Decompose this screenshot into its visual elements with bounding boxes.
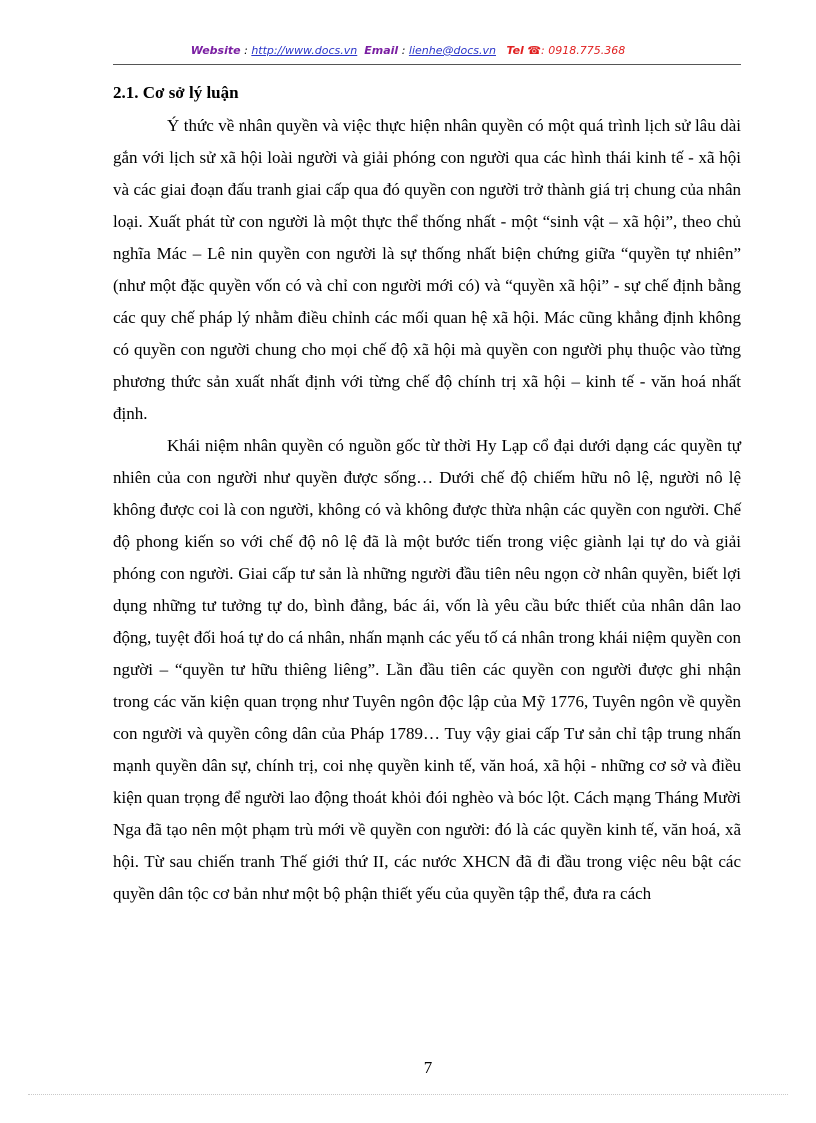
- body-text: [113, 110, 741, 910]
- email-link[interactable]: lienhe@docs.vn: [408, 44, 496, 57]
- paragraph-1: Ý thức về nhân quyền và việc thực hiện nhân quyền có một quá trình lịch sử lâu dài gắn với lịch sử xã hội loài người và giải phóng con người qua các hình thái kinh tế - xã hội và các giai đoạn đấu tranh giai cấp qua đó quyền con người trở thành giá trị chung của nhân loại. Xuất phát từ con người là một thực thể thống nhất - một “sinh vật – xã hội”, theo chủ nghĩa Mác – Lê nin quyền con người là sự thống nhất biện chứng giữa “quyền tự nhiên” (như một đặc quyền vốn có và chỉ con người mới có) và “quyền xã hội” - sự chế định bằng các quy chế pháp lý nhằm điều chỉnh các mối quan hệ xã hội. Mác cũng khẳng định không có quyền con người chung cho mọi chế độ xã hội mà quyền con người phụ thuộc vào từng phương thức sản xuất nhất định với từng chế độ chính trị xã hội – kinh tế - văn hoá nhất định.: [113, 116, 741, 423]
- website-link[interactable]: http://www.docs.vn: [251, 44, 358, 57]
- footer-divider: [28, 1094, 788, 1095]
- tel-label: Tel: [506, 44, 524, 57]
- phone-icon: ☎: [527, 44, 542, 57]
- section-heading: 2.1. Cơ sở lý luận: [113, 83, 239, 102]
- header-divider: [113, 64, 741, 65]
- website-label: Website: [190, 44, 241, 57]
- paragraph-2: Khái niệm nhân quyền có nguồn gốc từ thời Hy Lạp cổ đại dưới dạng các quyền tự nhiên của con người như quyền được sống… Dưới chế độ chiếm hữu nô lệ, người nô lệ không được coi là con người, không có và không được thừa nhận các quyền con người. Chế độ phong kiến so với chế độ nô lệ đã là một bước tiến trong việc giành lại tự do và giải phóng con người. Giai cấp tư sản là những người đầu tiên nêu ngọn cờ nhân quyền, biết lợi dụng những tư tưởng tự do, bình đẳng, bác ái, vốn là yêu cầu bức thiết của nhân dân lao động, tuyệt đối hoá tự do cá nhân, nhấn mạnh các yếu tố cá nhân trong khái niệm quyền con người – “quyền tư hữu thiêng liêng”. Lần đầu tiên các quyền con người được ghi nhận trong các văn kiện quan trọng như Tuyên ngôn độc lập của Mỹ 1776, Tuyên ngôn về quyền con người và quyền công dân của Pháp 1789… Tuy vậy giai cấp Tư sản chỉ tập trung nhấn mạnh quyền dân sự, chính trị, coi nhẹ quyền kinh tế, văn hoá, xã hội - những cơ sở và điều kiện quan trọng để người lao động thoát khỏi đói nghèo và bóc lột. Cách mạng Tháng Mười Nga đã tạo nên một phạm trù mới về quyền con người: đó là các quyền kinh tế, văn hoá, xã hội. Từ sau chiến tranh Thế giới thứ II, các nước XHCN đã đi đầu trong việc nêu bật các quyền dân tộc cơ bản như một bộ phận thiết yếu của quyền tập thể, đưa ra cách: [113, 436, 741, 903]
- page-number: 7: [423, 1058, 433, 1077]
- website-separator: :: [240, 44, 252, 57]
- email-separator: :: [398, 44, 409, 57]
- email-label: Email: [364, 44, 399, 57]
- page-header: [0, 44, 816, 57]
- phone-number: : 0918.775.368: [541, 44, 626, 57]
